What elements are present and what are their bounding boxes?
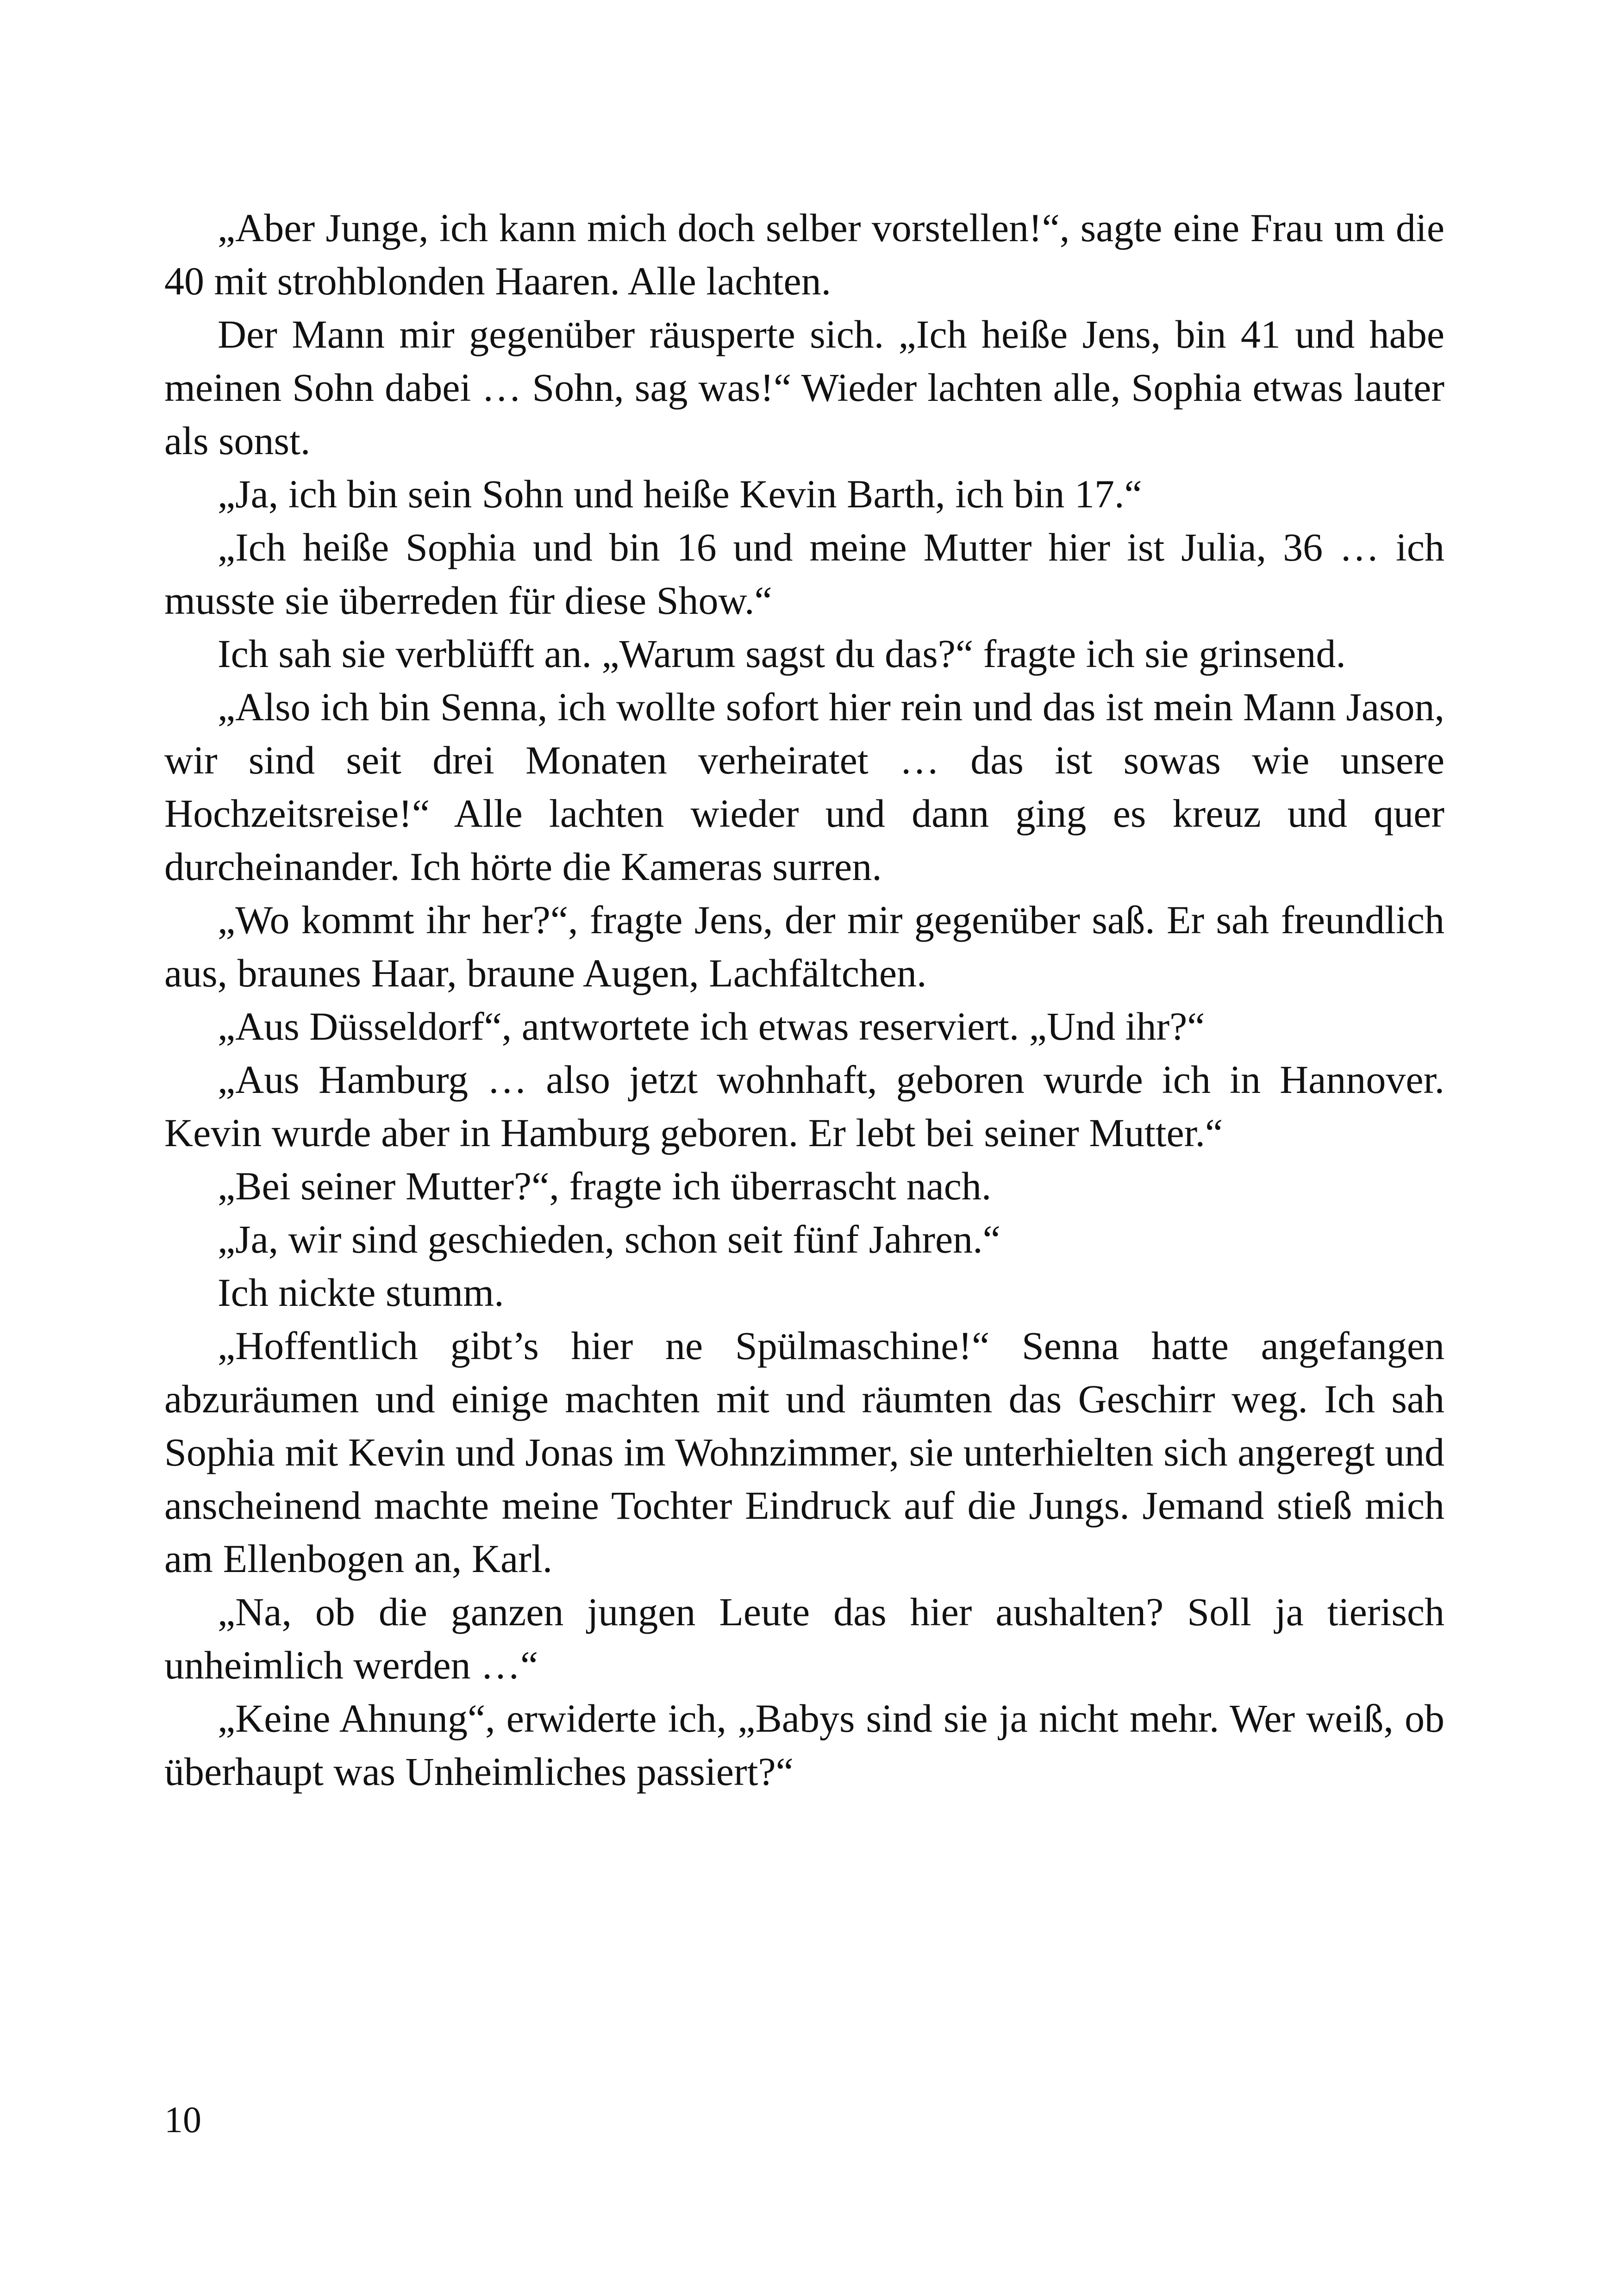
paragraph: „Na, ob die ganzen jungen Leute das hier aushalten? Soll ja tierisch unheimlich werden …“ [164,1590,1444,1687]
paragraph: Der Mann mir gegenüber räusperte sich. „Ich heiße Jens, bin 41 und habe meinen Sohn dabei … Sohn, sag was!“ Wieder lachten alle, Sophia etwas lauter als sonst. [164,312,1444,463]
paragraph: „Ich heiße Sophia und bin 16 und meine Mutter hier ist Julia, 36 … ich musste sie überreden für diese Show.“ [164,525,1444,623]
paragraph: Ich nickte stumm. [218,1270,504,1315]
paragraph: „Keine Ahnung“, erwiderte ich, „Babys sind sie ja nicht mehr. Wer weiß, ob überhaupt was Unheimliches passiert?“ [164,1696,1444,1794]
paragraph: „Also ich bin Senna, ich wollte sofort hier rein und das ist mein Mann Jason, wir sind seit drei Monaten verheiratet … das ist sowas wie unsere Hochzeitsreise!“ Alle lachten wieder und dann ging es kreuz und quer durcheinander. Ich hörte die Kameras surren. [164,685,1444,889]
paragraph: „Ja, ich bin sein Sohn und heiße Kevin Barth, ich bin 17.“ [218,472,1142,516]
paragraph: „Aus Düsseldorf“, antwortete ich etwas reserviert. „Und ihr?“ [218,1004,1205,1048]
paragraph: „Ja, wir sind geschieden, schon seit fünf Jahren.“ [218,1217,1000,1261]
page-number: 10 [164,2100,201,2140]
paragraph: „Aber Junge, ich kann mich doch selber vorstellen!“, sagte eine Frau um die 40 mit strohblonden Haaren. Alle lachten. [164,206,1444,303]
paragraph: „Hoffentlich gibt’s hier ne Spülmaschine!“ Senna hatte angefangen abzuräumen und einige machten mit und räumten das Geschirr weg. Ich sah Sophia mit Kevin und Jonas im Wohnzimmer, sie unterhielten sich angeregt und anscheinend machte meine Tochter Eindruck auf die Jungs. Jemand stieß mich am Ellenbogen an, Karl. [164,1323,1444,1581]
paragraph: Ich sah sie verblüfft an. „Warum sagst du das?“ fragte ich sie grinsend. [218,631,1346,676]
paragraph: „Wo kommt ihr her?“, fragte Jens, der mir gegenüber saß. Er sah freundlich aus, braunes Haar, braune Augen, Lachfältchen. [164,898,1444,995]
paragraph: „Bei seiner Mutter?“, fragte ich überrascht nach. [218,1164,992,1208]
body-text [164,201,1444,1798]
paragraph: „Aus Hamburg … also jetzt wohnhaft, geboren wurde ich in Hannover. Kevin wurde aber in Hamburg geboren. Er lebt bei seiner Mutter.“ [164,1057,1444,1155]
